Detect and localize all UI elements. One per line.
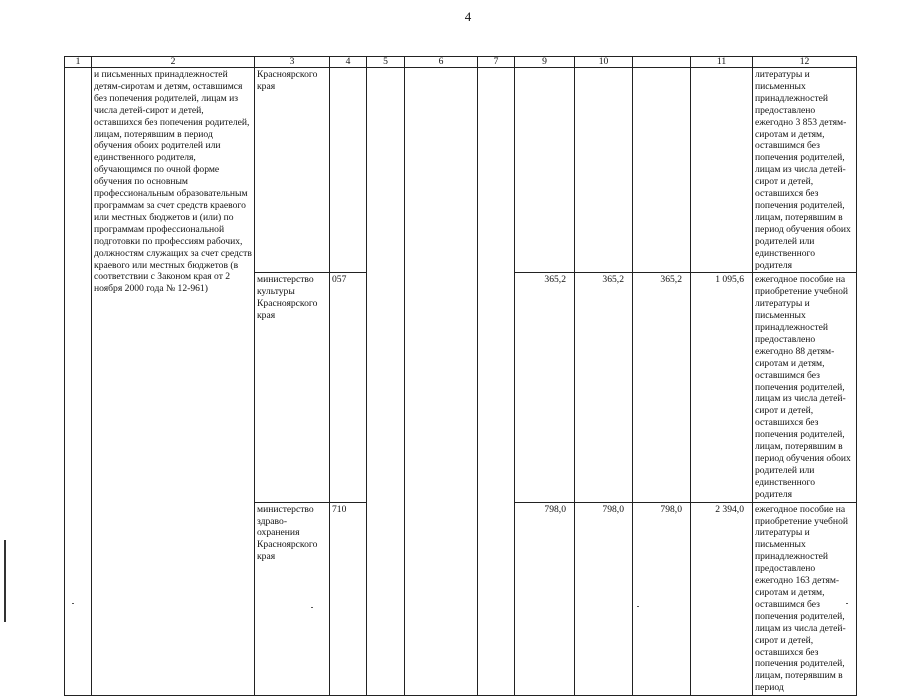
value-2021-cell <box>633 68 691 273</box>
column-number-row <box>65 57 857 68</box>
scan-speck <box>311 607 313 608</box>
result-cell: литературы и письменных принадлежностей предоставлено ежегодно 3 853 детям-сиротам и детям, оставшимся без попечения родителей, лицам из числа детей-сирот и детей, оставшихся без попечения родителей, лицам, потерявшим в период обучения обоих родителей или единственного родителя <box>753 68 857 273</box>
value-2019-cell: 365,2 <box>515 273 575 502</box>
column-header: 2 <box>92 57 255 68</box>
column-header: 11 <box>691 57 753 68</box>
row-number-cell <box>65 68 92 696</box>
scan-edge-mark <box>4 540 6 622</box>
total-cell <box>691 68 753 273</box>
scan-speck <box>637 606 639 607</box>
value-2021-cell: 365,2 <box>633 273 691 502</box>
empty-cell <box>478 68 515 696</box>
column-header: 10 <box>575 57 633 68</box>
value-2020-cell: 798,0 <box>575 502 633 696</box>
measures-table <box>64 56 857 696</box>
value-2019-cell <box>515 68 575 273</box>
executor-cell: министерство культуры Красноярского края <box>255 273 330 502</box>
empty-cell <box>405 68 478 696</box>
column-header: 5 <box>367 57 405 68</box>
empty-cell <box>367 68 405 696</box>
column-header: 3 <box>255 57 330 68</box>
column-header: 9 <box>515 57 575 68</box>
grbs-cell <box>330 68 367 273</box>
total-cell: 1 095,6 <box>691 273 753 502</box>
column-header: 4 <box>330 57 367 68</box>
total-cell: 2 394,0 <box>691 502 753 696</box>
column-header: 6 <box>405 57 478 68</box>
scan-speck <box>846 603 848 604</box>
scan-speck <box>72 603 74 604</box>
program-table <box>64 56 856 694</box>
column-header: 7 <box>478 57 515 68</box>
column-header: 12 <box>753 57 857 68</box>
value-2020-cell: 365,2 <box>575 273 633 502</box>
value-2020-cell <box>575 68 633 273</box>
grbs-cell: 057 <box>330 273 367 502</box>
value-2021-cell: 798,0 <box>633 502 691 696</box>
page-number: 4 <box>464 9 472 24</box>
result-cell: ежегодное пособие на приобретение учебной литературы и письменных принадлежностей предоставлено ежегодно 163 детям-сиротам и детям, оставшимся без попечения родителей, лицам из числа детей-сирот и детей, оставшихся без попечения родителей, лицам, потерявшим в период <box>753 502 857 696</box>
column-header <box>633 57 691 68</box>
result-cell: ежегодное пособие на приобретение учебной литературы и письменных принадлежностей предоставлено ежегодно 88 детям-сиротам и детям, оставшимся без попечения родителей, лицам из числа детей-сирот и детей, оставшихся без попечения родителей, лицам, потерявшим в период обучения обоих родителей или единственного родителя <box>753 273 857 502</box>
grbs-cell: 710 <box>330 502 367 696</box>
activity-cell: и письменных принадлежностей детям-сиротам и детям, оставшимся без попечения родителей, лицам из числа детей-сирот и детей, оставшихся без попечения родителей, лицам, потерявшим в период обучения обоих родителей или единственного родителя, обучающимся по очной форме обучения по основным профессиональным образовательным программам за счет средств краевого или местных бюджетов и (или) по программам профессиональной подготовки по профессиям рабочих, должностям служащих за счет средств краевого или местных бюджетов (в соответствии с Законом края от 2 ноября 2000 года № 12-961) <box>92 68 255 696</box>
column-header: 1 <box>65 57 92 68</box>
executor-cell: министерство здраво-охранения Красноярского края <box>255 502 330 696</box>
executor-cell: Красноярского края <box>255 68 330 273</box>
table-row <box>65 68 857 273</box>
value-2019-cell: 798,0 <box>515 502 575 696</box>
